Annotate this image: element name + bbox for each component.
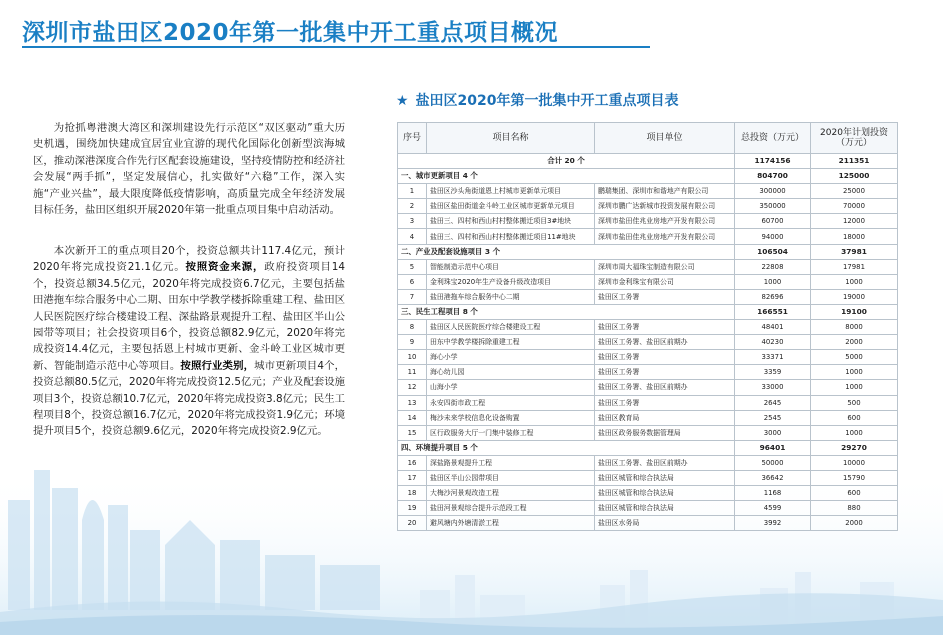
project-unit: 深圳市鹏广达新城市投资发展有限公司 [595,199,735,214]
project-total: 3992 [735,516,811,531]
project-name: 盐田港拖车综合服务中心二期 [427,289,595,304]
project-total: 350000 [735,199,811,214]
project-plan: 70000 [811,199,898,214]
project-unit: 盐田区政务服务数据管理局 [595,425,735,440]
project-unit: 盐田区水务局 [595,516,735,531]
project-name: 深盐路景观提升工程 [427,455,595,470]
project-number: 5 [398,259,427,274]
table-row [398,425,898,440]
project-number: 20 [398,516,427,531]
project-total: 33371 [735,350,811,365]
project-name: 盐田三、四村和西山村村整体搬迁项目3#地块 [427,214,595,229]
category-label: 一、城市更新项目 4 个 [398,169,735,184]
project-name: 盐田区半山公园带项目 [427,470,595,485]
project-unit: 盐田区工务署 [595,365,735,380]
project-unit: 盐田区工务署 [595,395,735,410]
intro-paragraph-2 [33,243,345,440]
project-unit: 盐田区教育局 [595,410,735,425]
project-unit: 深圳市盐田佳兆业房地产开发有限公司 [595,214,735,229]
project-number: 7 [398,289,427,304]
project-number: 15 [398,425,427,440]
category-total: 96401 [735,440,811,455]
title-underline [22,46,650,48]
intro-text-1: 为抢抓粤港澳大湾区和深圳建设先行示范区“双区驱动”重大历史机遇，围绕加快建成宜居宜业宜游的现代化国际化创新型滨海城区，推动深港深度合作先行区配套设施建设，坚持疫情防控和经济社会发展“两手抓”，坚定发展信心，扎实做好“六稳”工作，深入实施“产业兴盐”，最大限度降低疫情影响，高质量完成全年经济发展目标任务，盐田区组织开展2020年第一批重点项目集中启动活动。 [33,122,345,217]
project-total: 1168 [735,486,811,501]
intro-emphasis-category: 按照行业类别， [180,359,255,372]
project-unit: 盐田区城管和综合执法局 [595,470,735,485]
project-name: 盐田区盐田街道金斗岭工业区城市更新单元项目 [427,199,595,214]
project-name: 盐田区沙头角街道恩上村城市更新单元项目 [427,184,595,199]
project-total: 36642 [735,470,811,485]
category-plan: 37981 [811,244,898,259]
category-row [398,440,898,455]
category-plan: 125000 [811,169,898,184]
project-total: 2645 [735,395,811,410]
total-plan: 211351 [811,154,898,169]
table-row [398,274,898,289]
project-number: 18 [398,486,427,501]
intro-paragraph-1 [33,120,345,218]
table-row [398,184,898,199]
intro-summary: 本次新开工的重点项目20个，投资总额共计117.4亿元，预计2020年将完成投资21.1亿元。 [33,245,345,274]
table-row [398,199,898,214]
table-row [398,410,898,425]
project-plan: 2000 [811,516,898,531]
project-name: 盐田区人民医院医疗综合楼建设工程 [427,320,595,335]
project-total: 40230 [735,335,811,350]
page-title: 深圳市盐田区2020年第一批集中开工重点项目概况 [22,20,559,46]
star-icon: ★ [396,93,409,109]
project-unit: 鹏瑞集团、深圳市和谐地产有限公司 [595,184,735,199]
table-row [398,395,898,410]
project-number: 13 [398,395,427,410]
category-row [398,304,898,319]
project-number: 11 [398,365,427,380]
project-total: 2545 [735,410,811,425]
total-investment: 1174156 [735,154,811,169]
table-row [398,214,898,229]
project-name: 盐田三、四村和西山村村整体搬迁项目11#地块 [427,229,595,244]
project-name: 永安四街市政工程 [427,395,595,410]
table-row [398,380,898,395]
total-label: 合计 20 个 [398,154,735,169]
project-name: 盐田河景观综合提升示范段工程 [427,501,595,516]
project-total: 3359 [735,365,811,380]
table-row [398,516,898,531]
project-number: 2 [398,199,427,214]
project-plan: 880 [811,501,898,516]
project-name: 智能制造示范中心项目 [427,259,595,274]
project-number: 17 [398,470,427,485]
project-name: 大梅沙河景观改造工程 [427,486,595,501]
category-row [398,244,898,259]
project-plan: 10000 [811,455,898,470]
project-total: 60700 [735,214,811,229]
project-unit: 盐田区工务署 [595,289,735,304]
project-name: 海心幼儿园 [427,365,595,380]
project-plan: 17981 [811,259,898,274]
table-title [396,90,679,110]
project-number: 6 [398,274,427,289]
table-row [398,289,898,304]
project-plan: 15790 [811,470,898,485]
project-number: 19 [398,501,427,516]
project-number: 8 [398,320,427,335]
project-name: 区行政服务大厅一门集中装修工程 [427,425,595,440]
header-name: 项目名称 [427,123,595,154]
table-row [398,229,898,244]
intro-category-detail: 城市更新项目4个，投资总额80.5亿元，2020年将完成投资12.5亿元；产业及配套设施项目3个，投资总额10.7亿元，2020年将完成投资3.8亿元；民生工程项目8个，投资总额16.7亿元，2020年将完成投资1.9亿元；环境提升项目5个，投资总额9.6亿元，2020年将完成投资2.9亿元。 [33,359,345,438]
project-total: 94000 [735,229,811,244]
category-total: 166551 [735,304,811,319]
project-name: 田东中学教学楼拆除重建工程 [427,335,595,350]
table-row [398,501,898,516]
project-unit: 盐田区工务署、盐田区前期办 [595,455,735,470]
project-plan: 500 [811,395,898,410]
project-total: 50000 [735,455,811,470]
project-number: 14 [398,410,427,425]
table-row [398,335,898,350]
project-unit: 盐田区城管和综合执法局 [595,501,735,516]
table-row [398,486,898,501]
project-plan: 12000 [811,214,898,229]
header-no: 序号 [398,123,427,154]
category-total: 106504 [735,244,811,259]
project-plan: 5000 [811,350,898,365]
project-plan: 1000 [811,425,898,440]
project-number: 1 [398,184,427,199]
project-number: 16 [398,455,427,470]
project-unit: 盐田区工务署、盐田区前期办 [595,335,735,350]
table-header-row [398,123,898,154]
project-plan: 1000 [811,380,898,395]
header-unit: 项目单位 [595,123,735,154]
project-number: 3 [398,214,427,229]
table-title-text: 盐田区2020年第一批集中开工重点项目表 [415,93,679,109]
table-row [398,455,898,470]
project-unit: 盐田区工务署、盐田区前期办 [595,380,735,395]
table-row [398,365,898,380]
total-row [398,154,898,169]
project-total: 48401 [735,320,811,335]
category-label: 三、民生工程项目 8 个 [398,304,735,319]
project-number: 10 [398,350,427,365]
table-row [398,320,898,335]
project-number: 4 [398,229,427,244]
project-unit: 盐田区工务署 [595,350,735,365]
project-plan: 19000 [811,289,898,304]
project-plan: 8000 [811,320,898,335]
project-unit: 盐田区城管和综合执法局 [595,486,735,501]
project-unit: 盐田区工务署 [595,320,735,335]
project-plan: 18000 [811,229,898,244]
project-plan: 600 [811,486,898,501]
category-label: 四、环境提升项目 5 个 [398,440,735,455]
project-plan: 2000 [811,335,898,350]
intro-emphasis-funding: 按照资金来源， [185,261,265,274]
project-name: 避风塘内外塘清淤工程 [427,516,595,531]
project-total: 33000 [735,380,811,395]
project-number: 9 [398,335,427,350]
intro-funding-detail: 政府投资项目14个，投资总额34.5亿元，2020年将完成投资6.7亿元，主要包括盐田港拖车综合服务中心二期、田东中学教学楼拆除重建工程、盐田区人民医院医疗综合楼建设工程、深盐路景观提升工程、盐田区半山公园带等项目；社会投资项目6个，投资总额82.9亿元，2020年将完成投资14.4亿元，主要包括恩上村城市更新、金斗岭工业区城市更新、智能制造示范中心等项目。 [33,261,346,372]
project-plan: 600 [811,410,898,425]
table-row [398,470,898,485]
project-name: 山海小学 [427,380,595,395]
project-unit: 深圳市金利珠宝有限公司 [595,274,735,289]
category-plan: 19100 [811,304,898,319]
project-name: 梅沙未来学校信息化设备购置 [427,410,595,425]
project-total: 300000 [735,184,811,199]
project-number: 12 [398,380,427,395]
project-total: 22808 [735,259,811,274]
project-plan: 1000 [811,365,898,380]
projects-table [397,122,898,531]
project-total: 1000 [735,274,811,289]
project-plan: 1000 [811,274,898,289]
project-total: 3000 [735,425,811,440]
category-label: 二、产业及配套设施项目 3 个 [398,244,735,259]
project-name: 海心小学 [427,350,595,365]
header-plan: 2020年计划投资（万元） [811,123,898,154]
category-row [398,169,898,184]
table-row [398,259,898,274]
header-total: 总投资（万元） [735,123,811,154]
project-total: 82696 [735,289,811,304]
intro-text-2 [33,243,345,440]
project-unit: 深圳市盐田佳兆业房地产开发有限公司 [595,229,735,244]
project-unit: 深圳市周大福珠宝制造有限公司 [595,259,735,274]
category-plan: 29270 [811,440,898,455]
category-total: 804700 [735,169,811,184]
table-row [398,350,898,365]
project-total: 4599 [735,501,811,516]
project-name: 金利珠宝2020年生产设备升级改造项目 [427,274,595,289]
project-plan: 25000 [811,184,898,199]
